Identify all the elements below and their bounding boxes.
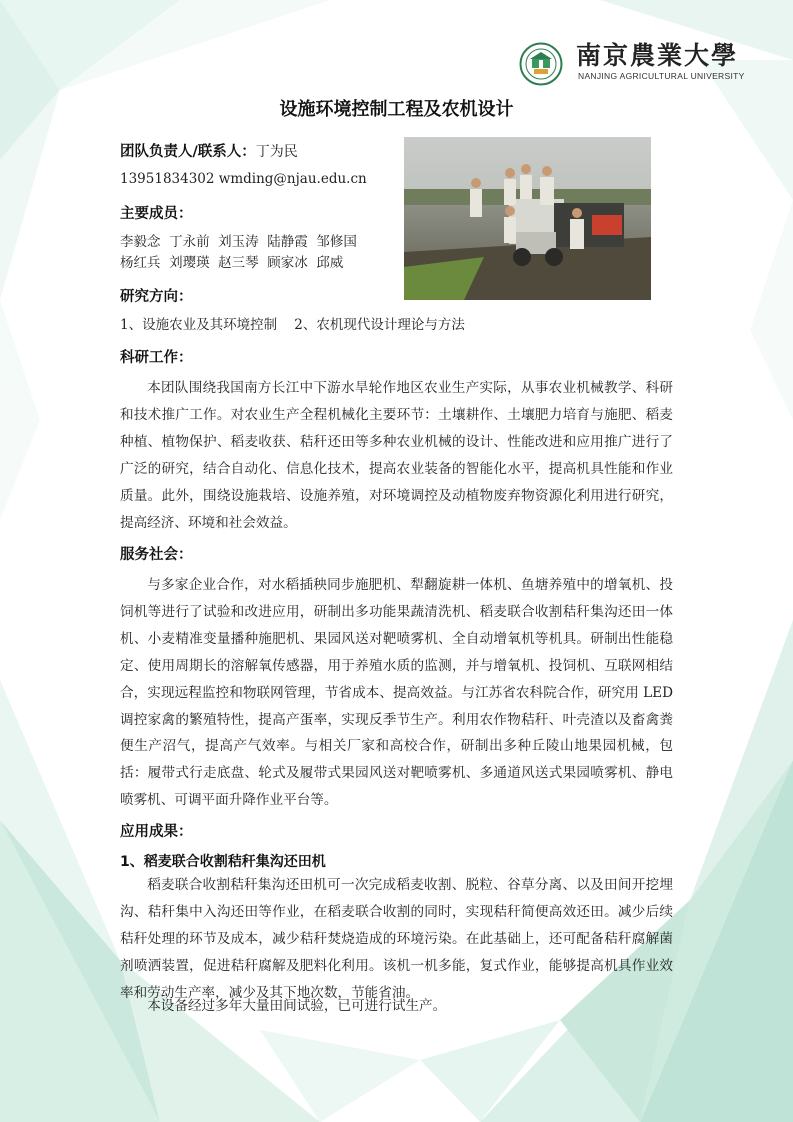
research-text: 本团队围绕我国南方长江中下游水旱轮作地区农业生产实际，从事农业机械教学、科研和技术推广工作。对农业生产全程机械化主要环节：土壤耕作、土壤肥力培育与施肥、稻麦种植、植物保护、稻麦收获、秸秆还田等多种农业机械的设计、性能改进和应用推广进行了广泛的研究，结合自动化、信息化技术，提高农业装备的智能化水平，提高机具性能和作业质量。此外，围绕设施栽培、设施养殖，对环境调控及动植物废弃物资源化利用进行研究，提高经济、环境和社会效益。 [120,380,673,531]
contact-info: 13951834302 wmding@njau.edu.cn [120,171,367,187]
members-line-1: 李毅念 丁永前 刘玉涛 陆静霞 邹修国 [120,234,357,250]
field-photo [404,137,651,300]
results-paragraph-1: 稻麦联合收割秸秆集沟还田机可一次完成稻麦收割、脱粒、谷草分离、以及田间开挖埋沟、秸秆集中入沟还田等作业，在稻麦联合收割的同时，实现秸秆简便高效还田。减少后续秸秆处理的环节及成本，减少秸秆焚烧造成的环境污染。在此基础上，还可配备秸秆腐解菌剂喷洒装置，促进秸秆腐解及肥料化利用。该机一机多能，复式作业，能够提高机具作业效率和劳动生产率，减少及其下地次数，节能省油。 [120,877,673,1001]
members-heading: 主要成员： [120,206,193,222]
results-paragraph-2: 本设备经过多年大量田间试验，已可进行试生产。 [147,998,447,1014]
direction-heading: 研究方向： [120,289,193,305]
university-name-en: NANJING AGRICULTURAL UNIVERSITY [578,71,745,81]
service-text: 与多家企业合作，对水稻插秧同步施肥机、犁翻旋耕一体机、鱼塘养殖中的增氧机、投饲机等进行了试验和改进应用，研制出多功能果蔬清洗机、稻麦联合收割秸秆集沟还田一体机、小麦精准变量播种施肥机、果园风送对靶喷雾机、全自动增氧机等机具。研制出性能稳定、使用周期长的溶解氧传感器，用于养殖水质的监测，并与增氧机、投饲机、互联网相结合，实现远程监控和物联网管理，节省成本、提高效益。与江苏省农科院合作，研究用 LED 调控家禽的繁殖特性，提高产蛋率，实现反季节生产。利用农作物秸秆、叶壳渣以及畜禽粪便生产沼气，提高产气效率。与相关厂家和高校合作，研制出多种丘陵山地果园机械，包括：履带式行走底盘、轮式及履带式果园风送对靶喷雾机、多通道风送式果园喷雾机、静电喷雾机、可调平面升降作业平台等。 [120,577,673,809]
results-heading: 应用成果： [120,824,193,840]
university-logo [519,38,745,86]
team-leader-label: 团队负责人/联系人： [120,144,256,160]
page-title: 设施环境控制工程及农机设计 [279,99,514,120]
team-leader-name: 丁为民 [255,144,298,160]
direction-text: 1、设施农业及其环境控制 2、农机现代设计理论与方法 [120,317,465,333]
research-heading: 科研工作： [120,350,193,366]
results-subheading: 1、稻麦联合收割秸秆集沟还田机 [120,854,326,870]
university-seal-icon [519,42,563,86]
team-leader-line [120,139,298,165]
service-heading: 服务社会： [120,547,193,563]
members-line-2: 杨红兵 刘璎瑛 赵三琴 顾家冰 邱威 [120,255,344,271]
university-name-cn: 南京農業大學 [576,41,739,70]
